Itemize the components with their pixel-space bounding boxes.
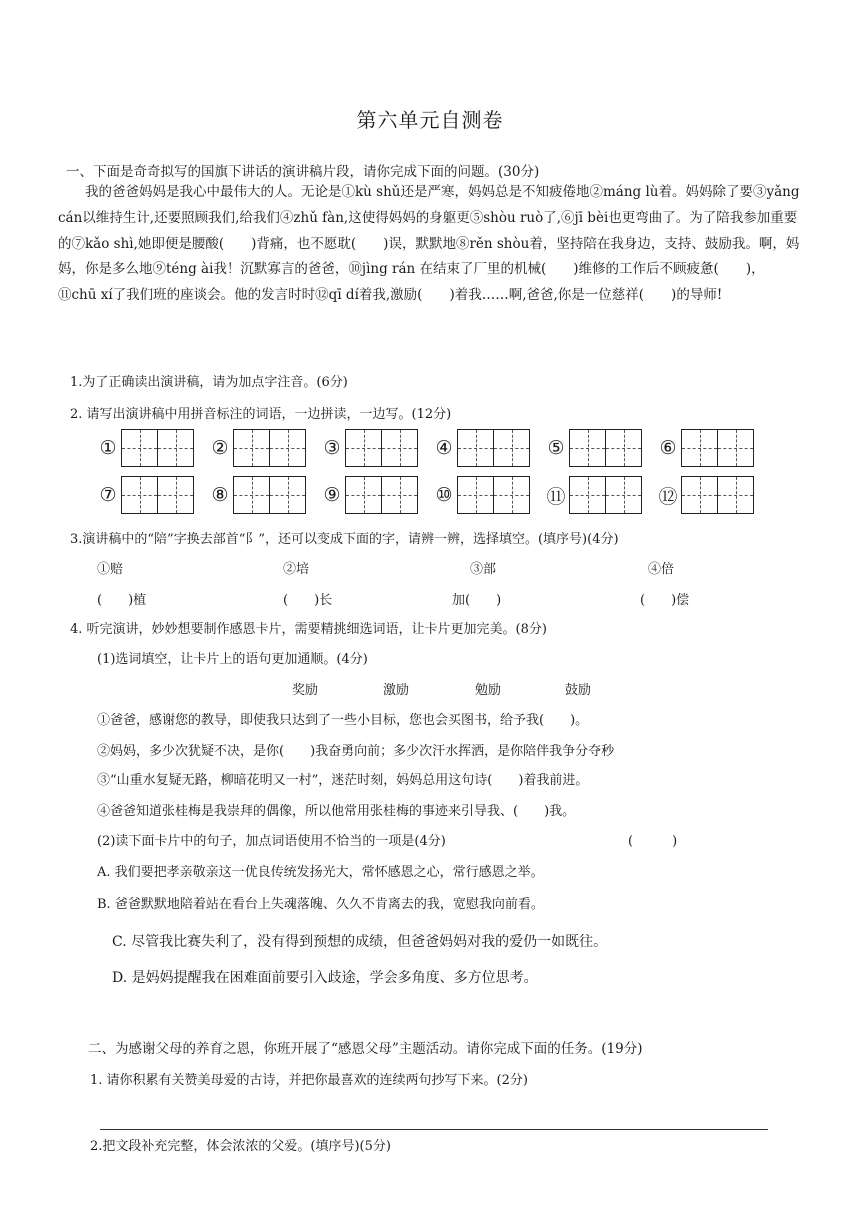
grid-cell-7[interactable] [95,476,207,514]
question-4-2: (2)读下面卡片中的句子，加点词语使用不恰当的一项是(4分) [97,834,446,849]
grid-label: ③ [323,437,341,459]
word-option-2: 激励 [383,683,410,698]
grid-label: ⑤ [547,437,565,459]
pinyin-grid-row-2 [95,476,767,514]
grid-label: ⑥ [659,437,677,459]
word-option-3: 勉励 [475,683,502,698]
q3-option-4: ④倍 [648,562,675,577]
choice-d[interactable]: D. 是妈妈提醒我在困难面前要引入歧途，学会多角度、多方位思考。 [112,970,538,986]
q3-option-2: ②培 [283,562,310,577]
fill-sentence-3: ③“山重水复疑无路，柳暗花明又一村”，迷茫时刻，妈妈总用这句诗( )着我前进。 [97,773,589,788]
q3-blank-1[interactable]: ( )植 [97,593,147,608]
pinyin-grid-row-1 [95,429,767,467]
grid-label: ② [211,437,229,459]
choice-c[interactable]: C. 尽管我比赛失利了，没有得到预想的成绩，但爸爸妈妈对我的爱仍一如既往。 [112,934,608,950]
section2-question-2: 2.把文段补充完整，体会浓浓的父爱。(填序号)(5分) [90,1139,391,1154]
choice-b[interactable]: B. 爸爸默默地陪着站在看台上失魂落魄、久久不肯离去的我，宽慰我向前看。 [97,897,544,912]
grid-cell-11[interactable] [543,476,655,514]
question-3: 3.演讲稿中的“陪”字换去部首“阝”，还可以变成下面的字，请辨一辨，选择填空。(填序号)(4分) [70,532,619,547]
fill-sentence-2: ②妈妈，多少次犹疑不决，是你( )我奋勇向前；多少次汗水挥洒，是你陪伴我争分夺秒 [97,744,615,759]
grid-cell-9[interactable] [319,476,431,514]
grid-label: ⑪ [546,485,566,508]
grid-cell-3[interactable] [319,429,431,467]
q3-option-3: ③部 [470,562,497,577]
grid-cell-2[interactable] [207,429,319,467]
passage: 我的爸爸妈妈是我心中最伟大的人。无论是①kù shǔ还是严寒，妈妈总是不知疲倦地②máng lù着。妈妈除了要③yǎng cán以维持生计,还要照顾我们,给我们④zhǔ fàn,这使得妈妈的身躯更⑤shòu ruò了,⑥jī bèi也更弯曲了。为了陪我参加重要的⑦kǎo shì,她即便是腰酸( )背痛，也不愿耽( )误，默默地⑧rěn shòu着，坚持陪在我身边，支持、鼓励我。啊，妈妈，你是多么地⑨téng ài我！沉默寡言的爸爸，⑩jìng rán 在结束了厂里的机械( )维修的工作后不顾疲惫( )，⑪chū xí了我们班的座谈会。他的发言时时⑫qī dí着我,激励( )着我……啊,爸爸,你是一位慈祥( )的导师! [58,184,800,304]
grid-label: ⑨ [323,484,341,506]
choice-a[interactable]: A. 我们要把孝亲敬亲这一优良传统发扬光大，常怀感恩之心，常行感恩之举。 [97,865,544,880]
grid-cell-1[interactable] [95,429,207,467]
q3-blank-3[interactable]: 加( ) [452,593,502,608]
q3-blank-4[interactable]: ( )偿 [640,593,690,608]
fill-sentence-1: ①爸爸，感谢您的教导，即使我只达到了一些小目标，您也会买图书，给予我( )。 [97,713,589,728]
grid-label: ⑦ [99,484,117,506]
section2-question-1: 1. 请你积累有关赞美母爱的古诗，并把你最喜欢的连续两句抄写下来。(2分) [90,1073,528,1088]
grid-cell-12[interactable] [655,476,767,514]
fill-sentence-4: ④爸爸知道张桂梅是我崇拜的偶像，所以他常用张桂梅的事迹来引导我、( )我。 [97,804,576,819]
question-4: 4. 听完演讲，妙妙想要制作感恩卡片，需要精挑细选词语，让卡片更加完美。(8分) [70,622,547,637]
q3-option-1: ①赔 [97,562,124,577]
grid-label: ⑩ [435,484,453,506]
word-option-4: 鼓励 [565,683,592,698]
grid-label: ⑧ [211,484,229,506]
question-1: 1.为了正确读出演讲稿，请为加点字注音。(6分) [70,375,348,390]
grid-cell-10[interactable] [431,476,543,514]
grid-cell-4[interactable] [431,429,543,467]
answer-line[interactable] [100,1129,768,1130]
question-2: 2. 请写出演讲稿中用拼音标注的词语，一边拼读，一边写。(12分) [70,407,452,422]
question-4-2-blank[interactable]: ( ) [628,834,678,849]
word-option-1: 奖励 [292,683,319,698]
grid-label: ④ [435,437,453,459]
q3-blank-2[interactable]: ( )长 [283,593,333,608]
section1-heading: 一、下面是奇奇拟写的国旗下讲话的演讲稿片段，请你完成下面的问题。(30分) [66,164,540,180]
question-4-1: (1)选词填空，让卡片上的语句更加通顺。(4分) [97,652,368,667]
grid-label: ① [99,437,117,459]
page-title: 第六单元自测卷 [356,108,504,132]
section2-heading: 二、为感谢父母的养育之恩，你班开展了“感恩父母”主题活动。请你完成下面的任务。(19分) [88,1041,643,1057]
grid-cell-5[interactable] [543,429,655,467]
grid-cell-8[interactable] [207,476,319,514]
grid-label: ⑫ [658,485,678,508]
grid-cell-6[interactable] [655,429,767,467]
